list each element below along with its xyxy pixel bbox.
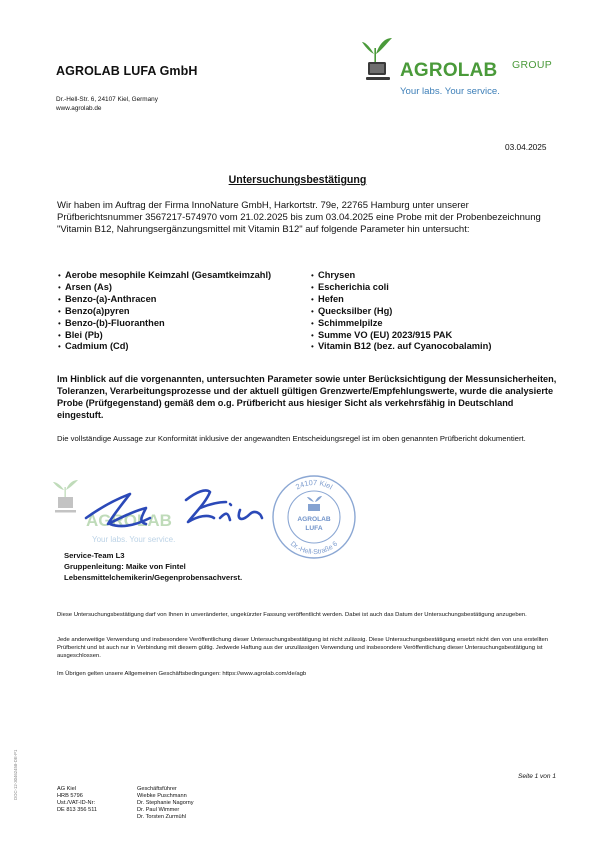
list-item: • Benzo(a)pyren bbox=[58, 306, 271, 318]
list-item: • Blei (Pb) bbox=[58, 330, 271, 342]
parameter-list-left bbox=[58, 270, 271, 353]
conclusion-paragraph: Im Hinblick auf die vorgenannten, untersuchten Parameter sowie unter Berücksichtigung der Messunsicherheiten, Toleranzen, Verarbeitungsprozesse und der aktuell gültigen Grenzwerte/Empfehlungswerte, wurde die analysierte Probe (Prüfgegenstand) gemäß dem o.g. Prüfbericht aus hiesiger Sicht als verkehrsfähig in Deutschland eingestuft. bbox=[57, 374, 557, 420]
footer-line: Wiebke Puschmann bbox=[137, 793, 187, 800]
document-id: DOC-12-30462458-DE-P1 bbox=[13, 749, 18, 800]
signature-area bbox=[50, 478, 290, 548]
agrolab-group-logo bbox=[358, 32, 563, 100]
list-item: • Quecksilber (Hg) bbox=[311, 306, 491, 318]
list-item: • Aerobe mesophile Keimzahl (Gesamtkeimzahl) bbox=[58, 270, 271, 282]
list-item: • Benzo-(a)-Anthracen bbox=[58, 294, 271, 306]
logo-wordmark: AGROLAB bbox=[400, 60, 498, 81]
footer-line: HRB 5796 bbox=[57, 793, 83, 800]
list-item: • Escherichia coli bbox=[311, 282, 491, 294]
list-item: • Vitamin B12 (bez. auf Cyanocobalamin) bbox=[311, 341, 491, 353]
handwritten-signature bbox=[50, 478, 290, 548]
stamp-center-line2: LUFA bbox=[305, 525, 323, 532]
list-item: • Hefen bbox=[311, 294, 491, 306]
parameter-list-right bbox=[311, 270, 491, 353]
list-item: • Summe VO (EU) 2023/915 PAK bbox=[311, 330, 491, 342]
company-address bbox=[56, 96, 158, 113]
list-item: • Chrysen bbox=[311, 270, 491, 282]
logo-slogan: Your labs. Your service. bbox=[400, 86, 500, 97]
watermark-slogan: Your labs. Your service. bbox=[92, 535, 176, 544]
footer-line: Dr. Torsten Zurmühl bbox=[137, 814, 187, 821]
signatory-block bbox=[64, 550, 242, 583]
logo-group-text: GROUP bbox=[512, 59, 553, 71]
watermark-wordmark: AGROLAB bbox=[86, 511, 172, 530]
footer-line: Dr. Stephanie Nagorny bbox=[137, 800, 194, 807]
stamp-bottom-text: Dr.-Hell-Straße 6 bbox=[288, 540, 340, 557]
footer-registration bbox=[57, 786, 97, 814]
list-item: • Cadmium (Cd) bbox=[58, 341, 271, 353]
legal-note-publication: Diese Untersuchungsbestätigung darf von Ihnen in unveränderter, ungekürzter Fassung veröffentlicht werden. Dabei ist auch das Datum der Untersuchungsbestätigung anzugeben. bbox=[57, 612, 527, 618]
conformity-note: Die vollständige Aussage zur Konformität inklusive der angewandten Entscheidungsregel ist im oben genannten Prüfbericht dokumentiert. bbox=[57, 434, 526, 443]
footer-line: AG Kiel bbox=[57, 786, 76, 792]
signatory-role: Lebensmittelchemikerin/Gegenprobensachverst. bbox=[64, 573, 243, 582]
company-name: AGROLAB LUFA GmbH bbox=[56, 64, 198, 78]
list-item: • Schimmelpilze bbox=[311, 318, 491, 330]
footer-line: Ust./VAT-ID-Nr: bbox=[57, 800, 96, 807]
list-item: • Arsen (As) bbox=[58, 282, 271, 294]
legal-note-usage: Jede anderweitige Verwendung und insbesondere Veröffentlichung dieser Untersuchungsbestätigung ist nicht zulässig. Diese Untersuchungsbestätigung ersetzt nicht den von uns erstellten Prüfbericht und ist auch nur in Verbindung mit diesem gültig. Jedwede Haftung aus der unzulässigen Verwendung und insbesondere Veröffentlichung dieser Untersuchungsbestätigung ist ausgeschlossen. bbox=[57, 637, 549, 659]
list-item: • Benzo-(b)-Fluoranthen bbox=[58, 318, 271, 330]
stamp-center-line1: AGROLAB bbox=[297, 516, 331, 523]
document-title: Untersuchungsbestätigung bbox=[228, 174, 367, 186]
footer-line: Geschäftsführer bbox=[137, 786, 177, 792]
footer-line: Dr. Paul Wimmer bbox=[137, 807, 180, 814]
document-date: 03.04.2025 bbox=[505, 142, 547, 152]
group-lead: Gruppenleitung: Maike von Fintel bbox=[64, 562, 186, 571]
service-team: Service-Team L3 bbox=[64, 551, 125, 560]
footer-line: DE 813 356 511 bbox=[57, 807, 98, 814]
company-stamp bbox=[270, 474, 358, 560]
footer-management bbox=[137, 786, 194, 821]
website-link[interactable]: www.agrolab.de bbox=[56, 104, 102, 112]
svg-text:24107 Kiel bbox=[294, 478, 334, 492]
stamp-top-text: 24107 Kiel bbox=[294, 477, 335, 492]
intro-paragraph: Wir haben im Auftrag der Firma InnoNature GmbH, Harkortstr. 79e, 22765 Hamburg unter unserer Prüfberichtsnummer 3567217-574970 vom 21.02.2025 bis zum 03.04.2025 eine Probe mit der Probenbezeichnung "Vitamin B12, Nahrungsergänzungsmittel mit Vitamin B12" auf folgende Parameter hin untersucht: bbox=[57, 200, 541, 235]
page-number: Seite 1 von 1 bbox=[518, 773, 556, 780]
address-line: Dr.-Hell-Str. 6, 24107 Kiel, Germany bbox=[56, 96, 158, 103]
plant-monitor-icon bbox=[360, 34, 400, 84]
legal-note-terms: Im Übrigen gelten unsere Allgemeinen Geschäftsbedingungen: https://www.agrolab.com/de/agb bbox=[57, 671, 307, 677]
